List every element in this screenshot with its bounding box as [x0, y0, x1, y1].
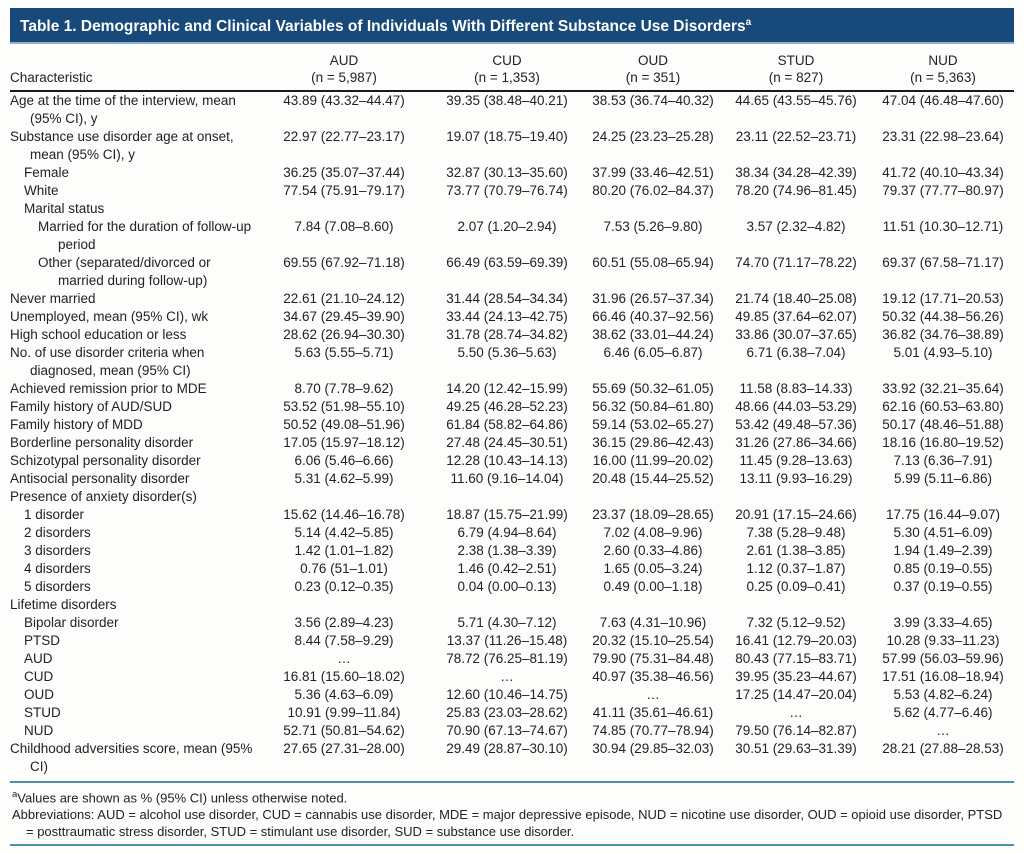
cell-value: 3.57 (2.32–4.82)	[746, 219, 846, 235]
cell-value: 7.53 (5.26–9.80)	[603, 219, 703, 235]
table-row	[10, 740, 1014, 776]
header-n-row	[10, 69, 1014, 91]
cell-value: 6.79 (4.94–8.64)	[457, 525, 557, 541]
col-header-nud: NUD	[928, 53, 958, 69]
cell-value: 30.94 (29.85–32.03)	[592, 741, 714, 757]
cell-value	[260, 488, 428, 506]
row-label: 1 disorder	[24, 507, 85, 523]
table-row	[10, 91, 1014, 128]
cell-value: 5.50 (5.36–5.63)	[457, 345, 557, 361]
cell-value: 21.74 (18.40–25.08)	[735, 291, 857, 307]
cell-value: 60.51 (55.08–65.94)	[592, 255, 714, 271]
row-label: White	[24, 183, 59, 199]
table-row	[10, 614, 1014, 632]
cell-value: 16.00 (11.99–20.02)	[592, 453, 714, 469]
table-row	[10, 254, 1014, 290]
table-row	[10, 452, 1014, 470]
row-label: Borderline personality disorder	[10, 435, 194, 451]
header-empty-cell	[10, 49, 260, 69]
cell-value: 5.30 (4.51–6.09)	[893, 525, 993, 541]
cell-value: 6.71 (6.38–7.04)	[746, 345, 846, 361]
cell-value: 50.32 (44.38–56.26)	[882, 309, 1004, 325]
cell-value: 20.91 (17.15–24.66)	[735, 507, 857, 523]
cell-value	[720, 488, 872, 506]
cell-value: 31.26 (27.86–34.66)	[735, 435, 857, 451]
cell-value: 8.44 (7.58–9.29)	[294, 633, 394, 649]
cell-value: 1.12 (0.37–1.87)	[746, 561, 846, 577]
cell-value: 25.83 (23.03–28.62)	[446, 705, 568, 721]
cell-value: 16.81 (15.60–18.02)	[283, 669, 405, 685]
row-label: Achieved remission prior to MDE	[10, 381, 207, 397]
cell-value: …	[936, 723, 950, 739]
cell-value: 36.15 (29.86–42.43)	[592, 435, 714, 451]
cell-value: 62.16 (60.53–63.80)	[882, 399, 1004, 415]
cell-value: 1.65 (0.05–3.24)	[603, 561, 703, 577]
cell-value: 15.62 (14.46–16.78)	[283, 507, 405, 523]
cell-value: 31.44 (28.54–34.34)	[446, 291, 568, 307]
table-header	[10, 49, 1014, 91]
row-label: High school education or less	[10, 327, 187, 343]
table-row	[10, 434, 1014, 452]
cell-value: 5.71 (4.30–7.12)	[457, 615, 557, 631]
cell-value	[720, 596, 872, 614]
cell-value: 34.67 (29.45–39.90)	[283, 309, 405, 325]
table-row	[10, 632, 1014, 650]
cell-value: 18.16 (16.80–19.52)	[882, 435, 1004, 451]
cell-value: 69.55 (67.92–71.18)	[283, 255, 405, 271]
row-label: NUD	[24, 723, 54, 739]
cell-value: …	[646, 687, 660, 703]
cell-value	[872, 488, 1014, 506]
cell-value: 36.82 (34.76–38.89)	[882, 327, 1004, 343]
cell-value: 6.06 (5.46–6.66)	[294, 453, 394, 469]
cell-value: 80.20 (76.02–84.37)	[592, 183, 714, 199]
cell-value: 20.32 (15.10–25.54)	[592, 633, 714, 649]
row-label: 2 disorders	[24, 525, 91, 541]
cell-value: 8.70 (7.78–9.62)	[294, 381, 394, 397]
cell-value: 5.14 (4.42–5.85)	[294, 525, 394, 541]
footnote-values-marker: a	[12, 789, 18, 801]
table-row	[10, 650, 1014, 668]
cell-value: 57.99 (56.03–59.96)	[882, 651, 1004, 667]
row-label: Bipolar disorder	[24, 615, 119, 631]
row-label: PTSD	[24, 633, 61, 649]
cell-value: 18.87 (15.75–21.99)	[446, 507, 568, 523]
cell-value: 10.91 (9.99–11.84)	[287, 705, 401, 721]
row-label: Family history of MDD	[10, 417, 143, 433]
cell-value: 44.65 (43.55–45.76)	[735, 93, 857, 109]
cell-value	[428, 596, 586, 614]
table-row	[10, 524, 1014, 542]
cell-value: 1.42 (1.01–1.82)	[294, 543, 394, 559]
table-row	[10, 542, 1014, 560]
cell-value: 17.75 (16.44–9.07)	[885, 507, 1001, 523]
row-label: 5 disorders	[24, 579, 91, 595]
demographics-table	[10, 49, 1014, 776]
cell-value: 78.72 (76.25–81.19)	[446, 651, 568, 667]
cell-value: 5.63 (5.55–5.71)	[294, 345, 394, 361]
cell-value: …	[789, 705, 803, 721]
table-row	[10, 578, 1014, 596]
row-label: 3 disorders	[24, 543, 91, 559]
col-header-aud: AUD	[329, 53, 359, 69]
col-n-oud: (n = 351)	[586, 69, 720, 91]
table-row	[10, 668, 1014, 686]
cell-value: 16.41 (12.79–20.03)	[735, 633, 857, 649]
cell-value: 2.61 (1.38–3.85)	[746, 543, 846, 559]
cell-value	[428, 200, 586, 218]
cell-value: 79.90 (75.31–84.48)	[592, 651, 714, 667]
cell-value: 70.90 (67.13–74.67)	[446, 723, 568, 739]
cell-value: 33.86 (30.07–37.65)	[735, 327, 857, 343]
cell-value: 28.62 (26.94–30.30)	[283, 327, 405, 343]
row-label: STUD	[24, 705, 61, 721]
cell-value: 13.11 (9.93–16.29)	[739, 471, 853, 487]
cell-value: 11.60 (9.16–14.04)	[450, 471, 564, 487]
cell-value: 77.54 (75.91–79.17)	[283, 183, 405, 199]
cell-value: 38.34 (34.28–42.39)	[735, 165, 857, 181]
footnote-abbreviations: Abbreviations: AUD = alcohol use disorder, CUD = cannabis use disorder, MDE = major depressive episode, NUD = nicotine use disorder, OUD = opioid use disorder, PTSD = posttraumatic stress disorder, STUD = stimulant use disorder, SUD = substance use disorder.	[12, 807, 1003, 840]
cell-value: 73.77 (70.79–76.74)	[446, 183, 568, 199]
cell-value: 31.78 (28.74–34.82)	[446, 327, 568, 343]
table-row	[10, 686, 1014, 704]
cell-value: 0.85 (0.19–0.55)	[893, 561, 993, 577]
row-label: Other (separated/divorced or married during follow-up)	[38, 255, 211, 289]
cell-value: 48.66 (44.03–53.29)	[735, 399, 857, 415]
cell-value: 1.94 (1.49–2.39)	[893, 543, 993, 559]
cell-value: 37.99 (33.46–42.51)	[592, 165, 714, 181]
cell-value: 17.25 (14.47–20.04)	[735, 687, 857, 703]
cell-value: 5.62 (4.77–6.46)	[893, 705, 993, 721]
cell-value: 5.99 (5.11–6.86)	[893, 471, 993, 487]
table-row	[10, 218, 1014, 254]
cell-value: 11.58 (8.83–14.33)	[739, 381, 853, 397]
cell-value	[586, 488, 720, 506]
table-row	[10, 470, 1014, 488]
cell-value: 27.65 (27.31–28.00)	[283, 741, 405, 757]
table-row	[10, 398, 1014, 416]
cell-value: 10.28 (9.33–11.23)	[886, 633, 1000, 649]
cell-value: 7.32 (5.12–9.52)	[746, 615, 846, 631]
cell-value: 0.49 (0.00–1.18)	[603, 579, 703, 595]
cell-value	[260, 200, 428, 218]
cell-value: …	[500, 669, 514, 685]
cell-value: 43.89 (43.32–44.47)	[283, 93, 405, 109]
cell-value	[428, 488, 586, 506]
cell-value: 23.31 (22.98–23.64)	[882, 129, 1004, 145]
row-label: Marital status	[24, 201, 105, 217]
cell-value: 7.63 (4.31–10.96)	[599, 615, 707, 631]
table-title-bar	[10, 8, 1014, 44]
table-row	[10, 182, 1014, 200]
cell-value: 50.17 (48.46–51.88)	[882, 417, 1004, 433]
row-label: Presence of anxiety disorder(s)	[10, 489, 197, 505]
cell-value: 7.84 (7.08–8.60)	[294, 219, 394, 235]
cell-value: 38.53 (36.74–40.32)	[592, 93, 714, 109]
cell-value: 11.51 (10.30–12.71)	[882, 219, 1004, 235]
cell-value: 23.11 (22.52–23.71)	[735, 129, 857, 145]
cell-value: 30.51 (29.63–31.39)	[735, 741, 857, 757]
cell-value: 6.46 (6.05–6.87)	[603, 345, 703, 361]
table-row	[10, 326, 1014, 344]
table-row	[10, 560, 1014, 578]
cell-value: 79.50 (76.14–82.87)	[735, 723, 857, 739]
cell-value: 59.14 (53.02–65.27)	[592, 417, 714, 433]
row-label: Schizotypal personality disorder	[10, 453, 201, 469]
cell-value: 69.37 (67.58–71.17)	[882, 255, 1004, 271]
cell-value: 39.95 (35.23–44.67)	[735, 669, 857, 685]
cell-value: 40.97 (35.38–46.56)	[592, 669, 714, 685]
cell-value: 52.71 (50.81–54.62)	[283, 723, 405, 739]
cell-value: 61.84 (58.82–64.86)	[446, 417, 568, 433]
table-row	[10, 290, 1014, 308]
cell-value: 32.87 (30.13–35.60)	[446, 165, 568, 181]
cell-value: 33.92 (32.21–35.64)	[882, 381, 1004, 397]
cell-value: 56.32 (50.84–61.80)	[592, 399, 714, 415]
cell-value	[872, 596, 1014, 614]
footnote-values	[12, 786, 1012, 806]
cell-value: 11.45 (9.28–13.63)	[739, 453, 853, 469]
cell-value: 29.49 (28.87–30.10)	[446, 741, 568, 757]
cell-value: 47.04 (46.48–47.60)	[882, 93, 1004, 109]
cell-value: …	[337, 651, 351, 667]
header-abbr-row	[10, 49, 1014, 69]
cell-value: 12.28 (10.43–14.13)	[446, 453, 568, 469]
row-label: Age at the time of the interview, mean (95% CI), y	[10, 93, 236, 127]
footnote-values-text: Values are shown as % (95% CI) unless otherwise noted.	[17, 790, 348, 806]
cell-value: 3.56 (2.89–4.23)	[294, 615, 394, 631]
table-row	[10, 380, 1014, 398]
table-row	[10, 506, 1014, 524]
cell-value: 17.05 (15.97–18.12)	[283, 435, 405, 451]
cell-value	[260, 596, 428, 614]
cell-value: 17.51 (16.08–18.94)	[882, 669, 1004, 685]
cell-value: 38.62 (33.01–44.24)	[592, 327, 714, 343]
row-label: CUD	[24, 669, 54, 685]
cell-value: 39.35 (38.48–40.21)	[446, 93, 568, 109]
cell-value: 66.46 (40.37–92.56)	[592, 309, 714, 325]
row-label: Never married	[10, 291, 96, 307]
cell-value: 31.96 (26.57–37.34)	[592, 291, 714, 307]
row-label: OUD	[24, 687, 54, 703]
row-label: Substance use disorder age at onset, mean (95% CI), y	[10, 129, 234, 163]
table-row	[10, 416, 1014, 434]
table-row	[10, 722, 1014, 740]
row-label: Unemployed, mean (95% CI), wk	[10, 309, 209, 325]
cell-value: 53.42 (49.48–57.36)	[735, 417, 857, 433]
cell-value: 3.99 (3.33–4.65)	[893, 615, 993, 631]
cell-value: 80.43 (77.15–83.71)	[735, 651, 857, 667]
section-row	[10, 488, 1014, 506]
cell-value: 50.52 (49.08–51.96)	[283, 417, 405, 433]
col-header-oud: OUD	[638, 53, 668, 69]
row-label: Lifetime disorders	[10, 597, 117, 613]
cell-value: 0.25 (0.09–0.41)	[746, 579, 846, 595]
cell-value: 36.25 (35.07–37.44)	[283, 165, 405, 181]
col-n-cud: (n = 1,353)	[428, 69, 586, 91]
table-row	[10, 164, 1014, 182]
cell-value: 66.49 (63.59–69.39)	[446, 255, 568, 271]
cell-value: 12.60 (10.46–14.75)	[446, 687, 568, 703]
cell-value: 41.11 (35.61–46.61)	[592, 705, 714, 721]
row-label: 4 disorders	[24, 561, 91, 577]
cell-value: 0.23 (0.12–0.35)	[294, 579, 394, 595]
cell-value: 2.38 (1.38–3.39)	[457, 543, 557, 559]
cell-value: 7.13 (6.36–7.91)	[893, 453, 993, 469]
cell-value: 2.60 (0.33–4.86)	[603, 543, 703, 559]
row-label: Family history of AUD/SUD	[10, 399, 173, 415]
row-label: Childhood adversities score, mean (95% CI)	[10, 741, 253, 775]
cell-value: 2.07 (1.20–2.94)	[457, 219, 557, 235]
cell-value: 74.70 (71.17–78.22)	[735, 255, 857, 271]
cell-value: 5.36 (4.63–6.09)	[294, 687, 394, 703]
cell-value	[586, 596, 720, 614]
cell-value: 5.53 (4.82–6.24)	[893, 687, 993, 703]
cell-value: 78.20 (74.96–81.45)	[735, 183, 857, 199]
cell-value: 5.01 (4.93–5.10)	[893, 345, 993, 361]
table-row	[10, 344, 1014, 380]
cell-value: 24.25 (23.23–25.28)	[592, 129, 714, 145]
cell-value: 33.44 (24.13–42.75)	[446, 309, 568, 325]
cell-value	[720, 200, 872, 218]
cell-value: 55.69 (50.32–61.05)	[592, 381, 714, 397]
table-title: Table 1. Demographic and Clinical Variables of Individuals With Different Substance Use Disorders	[20, 18, 746, 36]
table-row	[10, 308, 1014, 326]
cell-value: 0.04 (0.00–0.13)	[457, 579, 557, 595]
section-row	[10, 200, 1014, 218]
cell-value	[586, 200, 720, 218]
col-n-nud: (n = 5,363)	[872, 69, 1014, 91]
cell-value: 14.20 (12.42–15.99)	[446, 381, 568, 397]
characteristic-column-header: Characteristic	[10, 69, 260, 91]
col-header-cud: CUD	[492, 53, 522, 69]
cell-value: 5.31 (4.62–5.99)	[294, 471, 394, 487]
row-label: Female	[24, 165, 70, 181]
col-n-stud: (n = 827)	[720, 69, 872, 91]
row-label: Married for the duration of follow-up period	[38, 219, 252, 253]
cell-value: 0.76 (51–1.01)	[300, 561, 388, 577]
row-label: No. of use disorder criteria when diagnosed, mean (95% CI)	[10, 345, 205, 379]
cell-value: 19.12 (17.71–20.53)	[882, 291, 1004, 307]
cell-value	[872, 200, 1014, 218]
section-row	[10, 596, 1014, 614]
cell-value: 1.46 (0.42–2.51)	[457, 561, 557, 577]
cell-value: 0.37 (0.19–0.55)	[893, 579, 993, 595]
table-body	[10, 91, 1014, 776]
cell-value: 23.37 (18.09–28.65)	[592, 507, 714, 523]
cell-value: 19.07 (18.75–19.40)	[446, 129, 568, 145]
table-row	[10, 704, 1014, 722]
cell-value: 22.97 (22.77–23.17)	[283, 129, 405, 145]
cell-value: 20.48 (15.44–25.52)	[592, 471, 714, 487]
cell-value: 53.52 (51.98–55.10)	[283, 399, 405, 415]
cell-value: 74.85 (70.77–78.94)	[592, 723, 714, 739]
cell-value: 41.72 (40.10–43.34)	[882, 165, 1004, 181]
col-header-stud: STUD	[777, 53, 815, 69]
cell-value: 79.37 (77.77–80.97)	[882, 183, 1004, 199]
cell-value: 7.38 (5.28–9.48)	[746, 525, 846, 541]
col-n-aud: (n = 5,987)	[260, 69, 428, 91]
row-label: AUD	[24, 651, 53, 667]
footnotes	[10, 783, 1014, 844]
table-row	[10, 128, 1014, 164]
cell-value: 22.61 (21.10–24.12)	[283, 291, 405, 307]
cell-value: 49.25 (46.28–52.23)	[446, 399, 568, 415]
bottom-margin	[10, 846, 1014, 850]
cell-value: 49.85 (37.64–62.07)	[735, 309, 857, 325]
cell-value: 27.48 (24.45–30.51)	[446, 435, 568, 451]
cell-value: 7.02 (4.08–9.96)	[603, 525, 703, 541]
row-label: Antisocial personality disorder	[10, 471, 190, 487]
cell-value: 28.21 (27.88–28.53)	[882, 741, 1004, 757]
table-title-footnote-marker: a	[745, 17, 752, 28]
cell-value: 13.37 (11.26–15.48)	[446, 633, 568, 649]
